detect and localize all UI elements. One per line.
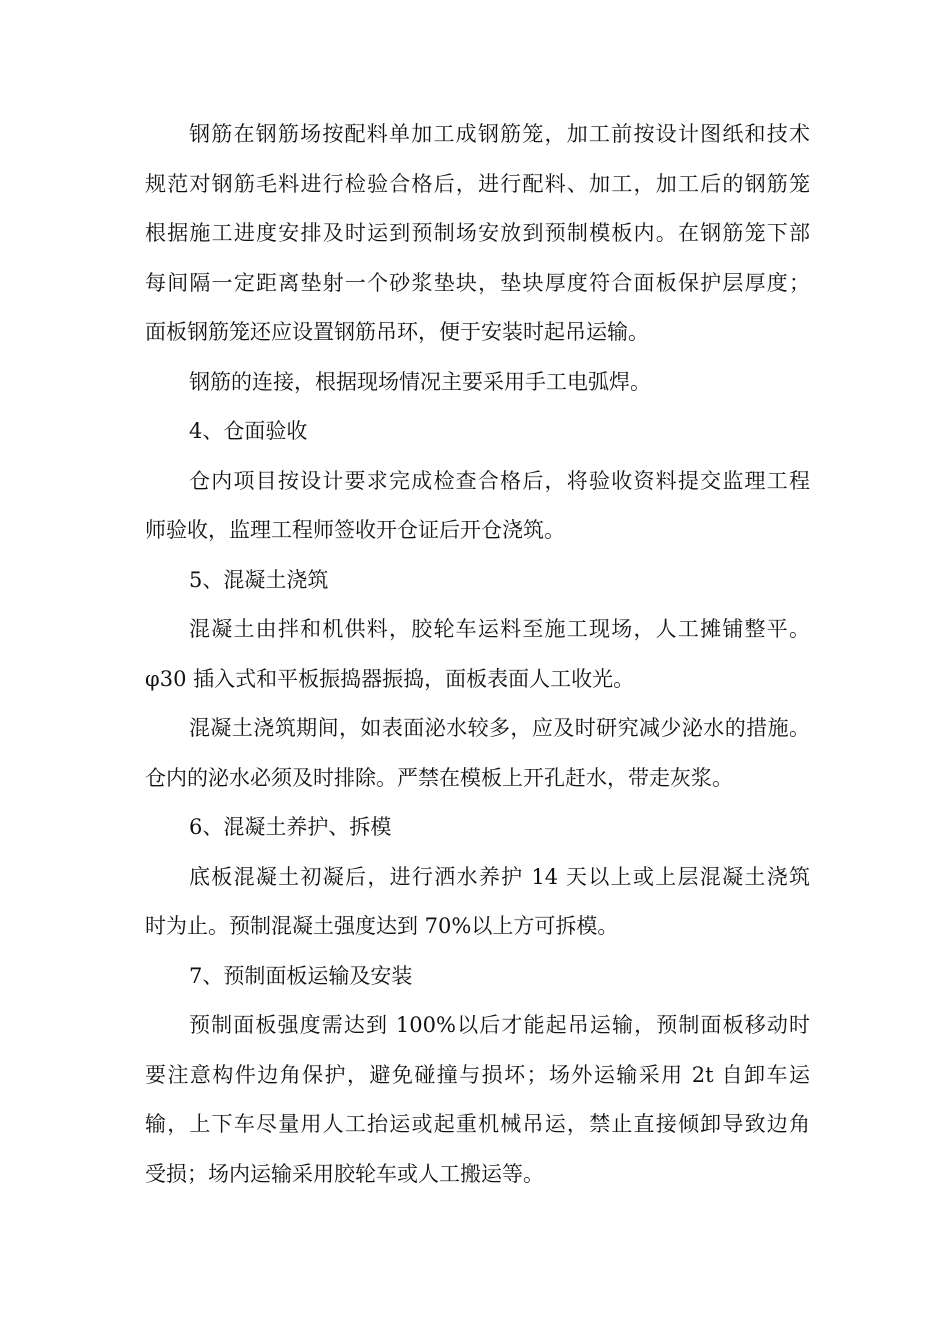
section-heading: 4、仓面验收 xyxy=(189,419,308,443)
text-line: 面板钢筋笼还应设置钢筋吊环，便于安装时起吊运输。 xyxy=(145,320,649,344)
text-line: 预制面板强度需达到 100%以后才能起吊运输，预制面板移动时 xyxy=(189,1013,810,1037)
text-line: 输，上下车尽量用人工抬运或起重机械吊运，禁止直接倾卸导致边角 xyxy=(145,1112,810,1136)
text-line: 底板混凝土初凝后，进行洒水养护 14 天以上或上层混凝土浇筑 xyxy=(189,864,810,889)
text-line: 钢筋的连接，根据现场情况主要采用手工电弧焊。 xyxy=(189,369,651,394)
text-line: φ30 插入式和平板振捣器振捣，面板表面人工收光。 xyxy=(145,666,635,691)
text-line: 受损；场内运输采用胶轮车或人工搬运等。 xyxy=(145,1161,544,1186)
text-line: 每间隔一定距离垫射一个砂浆垫块，垫块厚度符合面板保护层厚度； xyxy=(145,270,810,295)
text-line: 根据施工进度安排及时运到预制场安放到预制模板内。在钢筋笼下部 xyxy=(145,221,810,245)
text-line: 规范对钢筋毛料进行检验合格后，进行配料、加工，加工后的钢筋笼 xyxy=(145,171,810,196)
section-heading: 7、预制面板运输及安装 xyxy=(189,963,413,988)
document-body xyxy=(145,110,810,1199)
text-line: 钢筋在钢筋场按配料单加工成钢筋笼，加工前按设计图纸和技术 xyxy=(189,122,810,146)
text-line: 要注意构件边角保护，避免碰撞与损坏；场外运输采用 2t 自卸车运 xyxy=(145,1062,810,1087)
text-line: 师验收，监理工程师签收开仓证后开仓浇筑。 xyxy=(145,518,565,542)
section-heading: 5、混凝土浇筑 xyxy=(189,567,329,592)
text-line: 混凝土由拌和机供料，胶轮车运料至施工现场，人工摊铺整平。 xyxy=(189,617,810,641)
text-line: 时为止。预制混凝土强度达到 70%以上方可拆模。 xyxy=(145,914,619,938)
section-heading: 6、混凝土养护、拆模 xyxy=(189,815,392,839)
text-line: 仓内项目按设计要求完成检查合格后，将验收资料提交监理工程 xyxy=(189,468,810,493)
text-line: 仓内的泌水必须及时排除。严禁在模板上开孔赶水，带走灰浆。 xyxy=(145,765,733,790)
text-line: 混凝土浇筑期间，如表面泌水较多，应及时研究减少泌水的措施。 xyxy=(189,716,810,740)
